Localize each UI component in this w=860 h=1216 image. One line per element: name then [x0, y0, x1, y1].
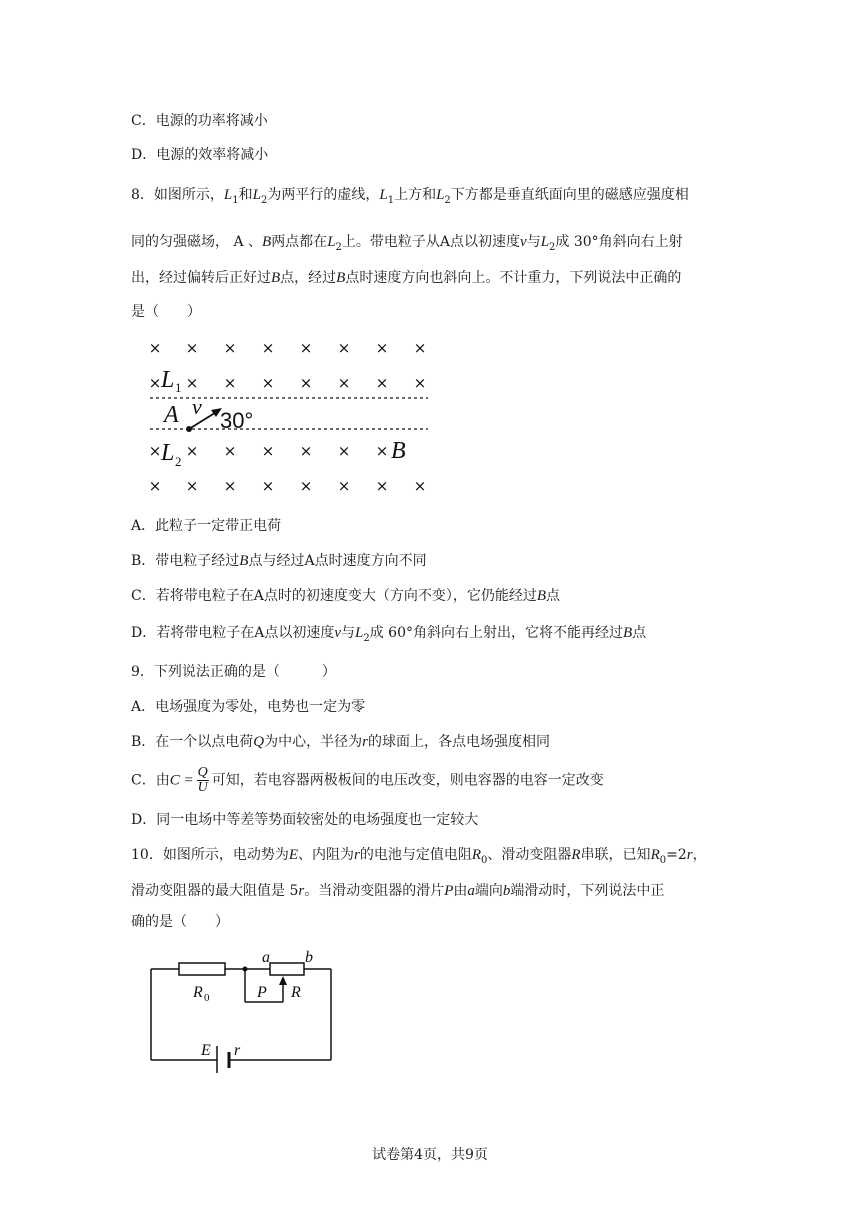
rheostat-R — [270, 963, 304, 975]
field-cross: × — [413, 339, 427, 357]
label-P: P — [257, 984, 267, 1001]
field-cross: × — [375, 339, 389, 357]
q8-option-c: C．若将带电粒子在A点时的初速度变大（方向不变），它仍能经过B点 — [131, 588, 560, 604]
q9-stem: 9．下列说法正确的是（ ） — [131, 664, 336, 680]
field-cross: × — [185, 442, 199, 460]
field-cross: × — [185, 339, 199, 357]
q10-stem-line-1: 10．如图所示，电动势为E、内阻为r的电池与定值电阻$R_0$、滑动变阻器R串联，已知$R_0=2r$， — [131, 847, 707, 866]
field-cross: × — [261, 339, 275, 357]
label-b: b — [305, 949, 313, 966]
q10-stem-line-3: 确的是（ ） — [131, 914, 229, 930]
field-cross: × — [223, 442, 237, 460]
q8-stem-line-2: 同的匀强磁场， A 、B两点都在$L_2$上。带电粒子从A点以初速度v与$L_2$成 30°角斜向右上射 — [131, 234, 683, 253]
q8-magnetic-field-figure — [140, 334, 440, 504]
field-cross: × — [223, 339, 237, 357]
q8-stem-line-1: 8．如图所示，$L_1$和$L_2$为两平行的虚线，$L_1$上方和$L_2$下方都是垂直纸面向里的磁感应强度相 — [131, 187, 689, 206]
q8-option-d: D．若将带电粒子在A点以初速度v与$L_2$成 60°角斜向右上射出，它将不能再经过B点 — [131, 625, 647, 644]
label-angle: 30° — [220, 408, 254, 433]
field-cross: × — [337, 374, 351, 392]
label-v: v — [192, 394, 202, 419]
q8-option-a: A．此粒子一定带正电荷 — [131, 518, 282, 534]
q9-option-d: D．同一电场中等差等势面较密处的电场强度也一定较大 — [131, 812, 479, 828]
label-A: A — [164, 402, 179, 428]
label-a: a — [262, 949, 270, 966]
q8-option-b: B．带电粒子经过B点与经过A点时速度方向不同 — [131, 553, 427, 569]
field-cross: × — [337, 339, 351, 357]
label-L1: L — [161, 367, 175, 393]
label-R0-sub: 0 — [204, 992, 210, 1004]
q9-option-b: B．在一个以点电荷Q为中心，半径为r的球面上，各点电场强度相同 — [131, 734, 550, 750]
label-R: R — [291, 984, 301, 1001]
q8-stem-line-4: 是（ ） — [131, 304, 201, 320]
field-cross: × — [261, 442, 275, 460]
field-cross: × — [299, 339, 313, 357]
label-E: E — [201, 1042, 211, 1059]
q7-option-d: D．电源的效率将减小 — [131, 147, 269, 163]
q10-stem-line-2: 滑动变阻器的最大阻值是 5r。当滑动变阻器的滑片P由a端向b端滑动时，下列说法中正 — [131, 883, 665, 899]
field-cross: × — [185, 477, 199, 495]
field-cross: × — [299, 374, 313, 392]
capacitance-fraction: $\frac{Q}{U}$ — [197, 765, 208, 795]
field-cross: × — [148, 339, 162, 357]
field-cross: × — [223, 374, 237, 392]
field-cross: × — [148, 442, 162, 460]
field-cross: × — [375, 374, 389, 392]
field-cross: × — [261, 477, 275, 495]
field-cross: × — [223, 477, 237, 495]
junction — [243, 967, 248, 972]
label-r: r — [234, 1042, 241, 1059]
q8-stem-line-3: 出，经过偏转后正好过B点，经过B点时速度方向也斜向上。不计重力，下列说法中正确的 — [131, 270, 682, 286]
q9-option-a: A．电场强度为零处，电势也一定为零 — [131, 699, 366, 715]
q9-option-c: C．由C = $\frac{Q}{U}$ 可知，若电容器两极板间的电压改变，则电容器的电容一定改变 — [131, 765, 604, 795]
q7-option-c: C．电源的功率将减小 — [131, 113, 268, 129]
page-footer: 试卷第4页，共9页 — [372, 1147, 488, 1163]
q10-circuit-figure — [145, 948, 345, 1073]
field-cross: × — [337, 477, 351, 495]
field-cross: × — [148, 477, 162, 495]
field-cross: × — [413, 477, 427, 495]
resistor-R0 — [179, 963, 225, 975]
label-R0: R — [193, 984, 203, 1001]
field-cross: × — [185, 374, 199, 392]
label-L2-sub: 2 — [175, 454, 182, 469]
label-B: B — [391, 438, 406, 464]
slider-arrowhead — [279, 976, 287, 985]
field-cross: × — [261, 374, 275, 392]
field-cross: × — [375, 442, 389, 460]
field-cross: × — [148, 374, 162, 392]
field-cross: × — [299, 477, 313, 495]
field-cross: × — [413, 374, 427, 392]
field-cross: × — [299, 442, 313, 460]
field-cross: × — [337, 442, 351, 460]
field-cross: × — [375, 477, 389, 495]
label-L2: L — [161, 440, 175, 466]
label-L1-sub: 1 — [175, 380, 182, 395]
